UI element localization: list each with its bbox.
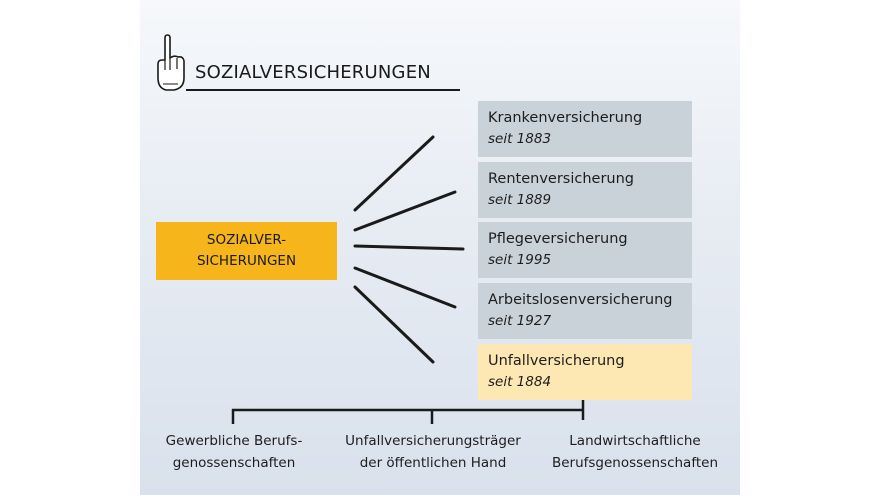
page-title: SOZIALVERSICHERUNGEN <box>195 62 431 83</box>
carrier-line-2: Berufsgenossenschaften <box>551 455 719 471</box>
carrier-line-1: Landwirtschaftliche <box>569 433 701 449</box>
insurance-name: Arbeitslosenversicherung <box>488 292 673 308</box>
insurance-box-arbeitslosen <box>478 283 692 339</box>
connector-line-5 <box>355 287 433 362</box>
main-box-line-2: SICHERUNGEN <box>196 253 297 269</box>
insurance-name: Krankenversicherung <box>488 110 643 126</box>
insurance-box-renten <box>478 162 692 218</box>
insurance-since: seit 1884 <box>488 374 552 390</box>
insurance-box-pflege <box>478 222 692 278</box>
connector-line-3 <box>355 246 463 249</box>
insurance-box-kranken <box>478 101 692 157</box>
insurance-name: Unfallversicherung <box>488 353 625 369</box>
carrier-line-1: Gewerbliche Berufs- <box>165 433 303 449</box>
insurance-since: seit 1927 <box>488 313 552 329</box>
insurance-since: seit 1889 <box>488 192 552 208</box>
insurance-box-unfall <box>478 344 692 400</box>
insurance-name: Rentenversicherung <box>488 171 635 187</box>
insurance-since: seit 1883 <box>488 131 552 147</box>
insurance-since: seit 1995 <box>488 252 552 268</box>
carrier-line-2: der öffentlichen Hand <box>359 455 507 471</box>
carrier-gewerbliche <box>158 430 310 474</box>
main-box-line-1: SOZIALVER- <box>206 232 287 248</box>
carrier-line-2: genossenschaften <box>172 455 296 471</box>
sozialversicherungen-box <box>156 222 337 280</box>
connector-line-1 <box>355 137 433 210</box>
insurance-name: Pflegeversicherung <box>488 231 628 247</box>
carrier-oeffentliche-hand <box>332 430 534 474</box>
carrier-line-1: Unfallversicherungsträger <box>345 433 521 449</box>
carrier-landwirtschaftliche <box>537 430 733 474</box>
